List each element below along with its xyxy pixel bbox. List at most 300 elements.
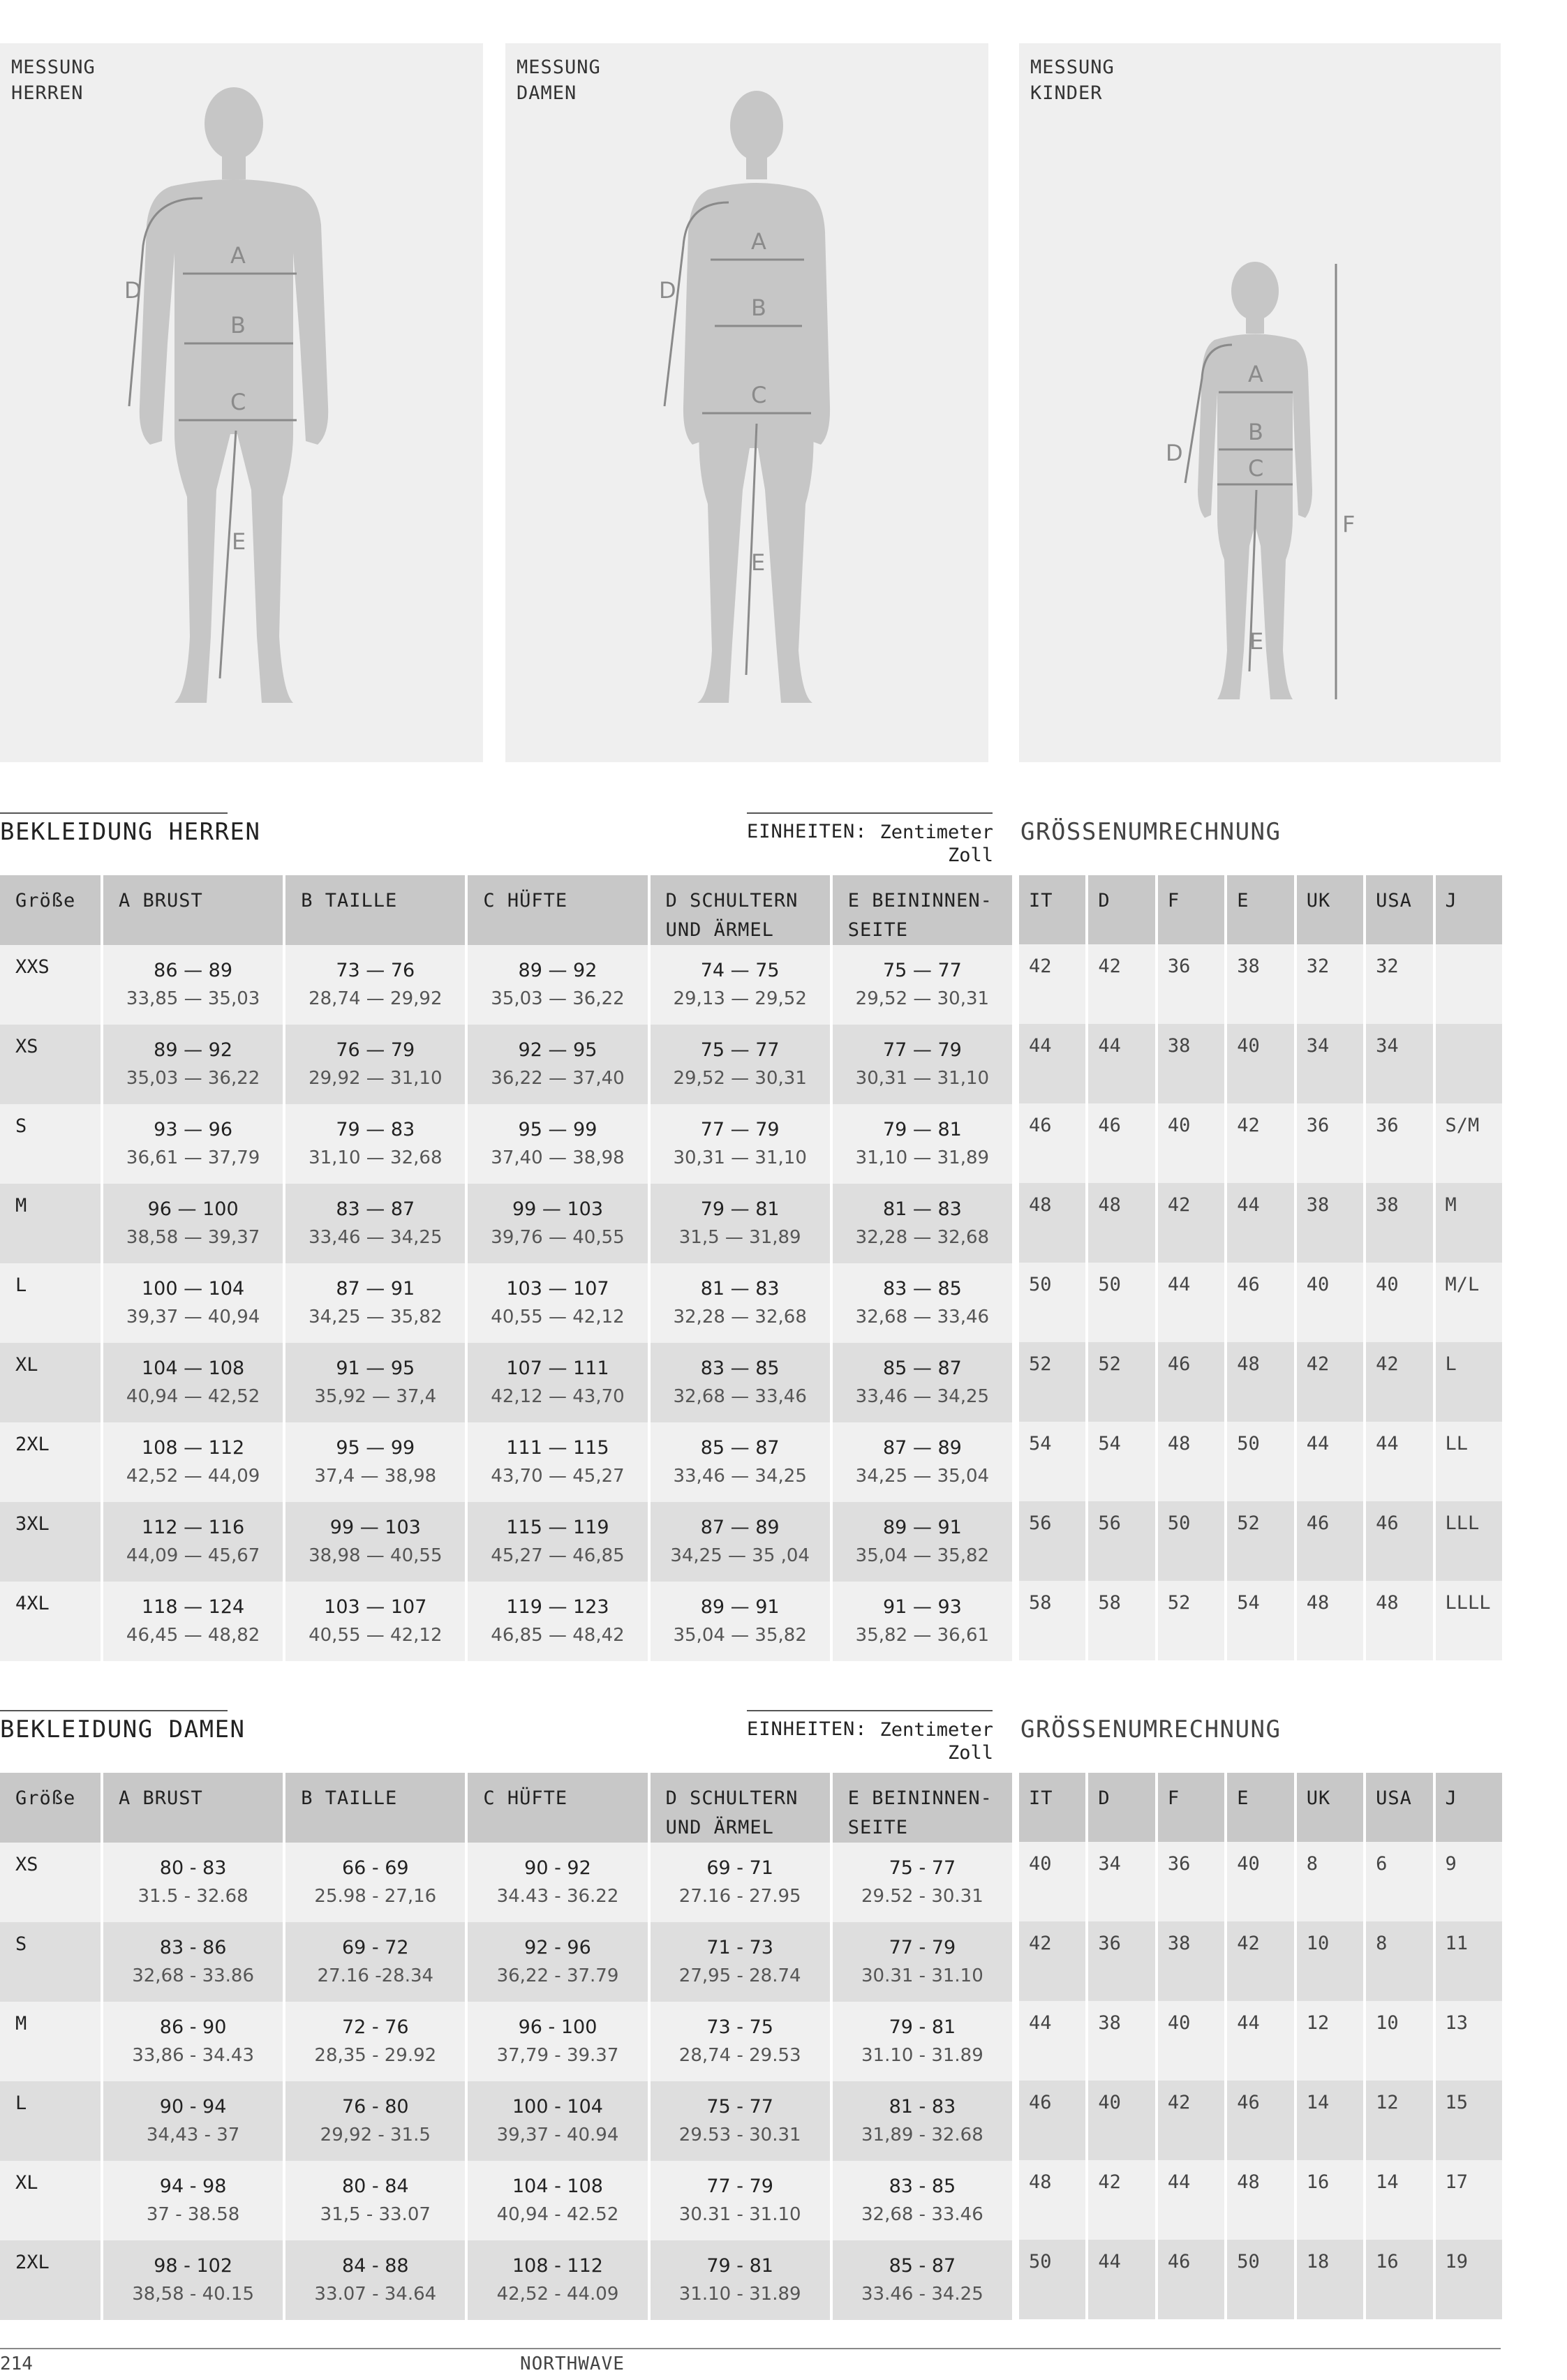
conversion-cell: 40 bbox=[1366, 1263, 1432, 1342]
conversion-cell: 36 bbox=[1297, 1103, 1363, 1183]
value-inch: 37,79 - 39.37 bbox=[496, 2045, 619, 2066]
value-cm: 85 - 87 bbox=[889, 2255, 956, 2277]
measurement-cell bbox=[833, 1025, 1012, 1104]
value-cm: 91 — 95 bbox=[336, 1358, 415, 1379]
size-cell: 4XL bbox=[0, 1582, 101, 1661]
conversion-cell: 48 bbox=[1088, 1183, 1154, 1263]
table-row bbox=[1019, 2160, 1502, 2240]
value-cm: 74 — 75 bbox=[700, 960, 780, 981]
column-header: A BRUST bbox=[103, 1773, 283, 1843]
women-units-secondary: Zoll bbox=[947, 1742, 993, 1764]
measurement-cell bbox=[468, 1104, 647, 1184]
conversion-cell: 9 bbox=[1436, 1842, 1502, 1921]
men-section-title: BEKLEIDUNG HERREN bbox=[0, 818, 261, 846]
men-units-rule bbox=[747, 812, 993, 814]
value-cm: 83 - 85 bbox=[889, 2176, 956, 2197]
value-inch: 32,28 — 32,68 bbox=[673, 1307, 807, 1327]
measurement-cell bbox=[468, 1263, 647, 1343]
page-number: 214 bbox=[0, 2353, 33, 2374]
conversion-cell: 54 bbox=[1088, 1422, 1154, 1501]
value-cm: 92 - 96 bbox=[524, 1937, 591, 1958]
column-header: C HÜFTE bbox=[468, 875, 647, 945]
value-cm: 95 — 99 bbox=[336, 1437, 415, 1459]
value-inch: 38,58 — 39,37 bbox=[126, 1227, 260, 1248]
value-cm: 75 — 77 bbox=[882, 960, 962, 981]
value-inch: 27.16 -28.34 bbox=[317, 1965, 434, 1986]
value-inch: 28,74 — 29,92 bbox=[309, 988, 443, 1009]
table-row bbox=[1019, 1263, 1502, 1342]
label-c: C bbox=[751, 382, 767, 408]
women-conversion-title: GRÖSSENUMRECHNUNG bbox=[1020, 1716, 1282, 1743]
measurement-cell bbox=[285, 1582, 465, 1661]
value-inch: 31.5 - 32.68 bbox=[138, 1886, 248, 1907]
conversion-cell: 44 bbox=[1297, 1422, 1363, 1501]
value-cm: 75 - 77 bbox=[889, 1857, 956, 1879]
measurement-cell bbox=[103, 1843, 283, 1922]
measurement-cell bbox=[468, 2081, 647, 2161]
table-row bbox=[1019, 1581, 1502, 1660]
table-row bbox=[0, 1263, 1012, 1343]
conversion-cell bbox=[1436, 1024, 1502, 1103]
table-row bbox=[0, 2161, 1012, 2240]
measurement-cell bbox=[103, 1422, 283, 1502]
men-section-rule bbox=[0, 812, 228, 814]
size-cell: L bbox=[0, 2081, 101, 2161]
value-cm: 111 — 115 bbox=[506, 1437, 609, 1459]
conversion-cell: 13 bbox=[1436, 2001, 1502, 2081]
value-inch: 35,03 — 36,22 bbox=[126, 1068, 260, 1089]
value-cm: 79 - 81 bbox=[889, 2016, 956, 2038]
measurement-cell bbox=[285, 1025, 465, 1104]
conversion-cell: 8 bbox=[1366, 1921, 1432, 2001]
conversion-cell: 46 bbox=[1019, 1103, 1085, 1183]
value-cm: 75 — 77 bbox=[700, 1039, 780, 1061]
value-inch: 31.10 - 31.89 bbox=[678, 2284, 801, 2305]
conversion-cell: 42 bbox=[1088, 2160, 1154, 2240]
women-units-label: EINHEITEN: bbox=[747, 1718, 868, 1740]
conversion-cell: 34 bbox=[1297, 1024, 1363, 1103]
value-cm: 87 — 91 bbox=[336, 1278, 415, 1300]
value-cm: 104 - 108 bbox=[512, 2176, 603, 2197]
measurement-cell bbox=[103, 1184, 283, 1263]
value-inch: 29,92 - 31.5 bbox=[320, 2125, 431, 2145]
conversion-cell: 44 bbox=[1088, 1024, 1154, 1103]
value-inch: 25.98 - 27,16 bbox=[314, 1886, 437, 1907]
measurement-cell bbox=[651, 1104, 830, 1184]
value-cm: 76 — 79 bbox=[336, 1039, 415, 1061]
column-header: F bbox=[1158, 1773, 1224, 1842]
figure-panel-men bbox=[0, 43, 483, 762]
value-cm: 73 — 76 bbox=[336, 960, 415, 981]
men-units-secondary: Zoll bbox=[947, 845, 993, 866]
conversion-cell: 36 bbox=[1158, 1842, 1224, 1921]
value-cm: 77 — 79 bbox=[882, 1039, 962, 1061]
women-units-primary: Zentimeter bbox=[879, 1719, 993, 1741]
measurement-cell bbox=[651, 1843, 830, 1922]
table-row bbox=[1019, 944, 1502, 1024]
value-inch: 34,43 - 37 bbox=[146, 2125, 240, 2145]
conversion-cell: 36 bbox=[1366, 1103, 1432, 1183]
value-cm: 93 — 96 bbox=[154, 1119, 233, 1140]
conversion-cell: 38 bbox=[1297, 1183, 1363, 1263]
conversion-cell: 6 bbox=[1366, 1842, 1432, 1921]
value-inch: 31,5 — 31,89 bbox=[678, 1227, 801, 1248]
label-c: C bbox=[1248, 455, 1264, 482]
table-row bbox=[0, 1922, 1012, 2002]
measurement-cell bbox=[103, 1025, 283, 1104]
figure-panel-women bbox=[505, 43, 988, 762]
table-row bbox=[0, 1343, 1012, 1422]
value-inch: 31,10 — 32,68 bbox=[309, 1147, 443, 1168]
value-inch: 34,25 — 35,82 bbox=[309, 1307, 443, 1327]
measurement-cell bbox=[833, 2081, 1012, 2161]
table-row bbox=[0, 2240, 1012, 2320]
conversion-cell: 42 bbox=[1088, 944, 1154, 1024]
measurement-cell bbox=[833, 2002, 1012, 2081]
conversion-cell: S/M bbox=[1436, 1103, 1502, 1183]
column-header: Größe bbox=[0, 875, 101, 945]
value-cm: 99 — 103 bbox=[512, 1198, 604, 1220]
value-inch: 35,92 — 37,4 bbox=[314, 1386, 437, 1407]
value-cm: 77 - 79 bbox=[706, 2176, 773, 2197]
label-d: D bbox=[1166, 440, 1183, 466]
column-header: J bbox=[1436, 875, 1502, 944]
value-cm: 118 — 124 bbox=[141, 1596, 245, 1618]
value-inch: 39,76 — 40,55 bbox=[491, 1227, 625, 1248]
measurement-cell bbox=[833, 1184, 1012, 1263]
conversion-cell: 19 bbox=[1436, 2240, 1502, 2319]
value-cm: 91 — 93 bbox=[882, 1596, 962, 1618]
column-header: D SCHULTERN UND ÄRMEL bbox=[651, 1773, 830, 1843]
men-units-primary: Zentimeter bbox=[879, 821, 993, 843]
conversion-cell: 56 bbox=[1019, 1501, 1085, 1581]
measurement-cell bbox=[285, 1843, 465, 1922]
measurement-cell bbox=[103, 2081, 283, 2161]
value-cm: 83 — 85 bbox=[700, 1358, 780, 1379]
conversion-cell: 42 bbox=[1227, 1921, 1293, 2001]
conversion-cell: 40 bbox=[1088, 2081, 1154, 2160]
measurement-cell bbox=[651, 1582, 830, 1661]
size-cell: XL bbox=[0, 2161, 101, 2240]
conversion-cell: 38 bbox=[1158, 1024, 1224, 1103]
table-row bbox=[1019, 2001, 1502, 2081]
value-inch: 32,28 — 32,68 bbox=[855, 1227, 990, 1248]
value-cm: 81 — 83 bbox=[700, 1278, 780, 1300]
value-cm: 83 - 86 bbox=[159, 1937, 227, 1958]
value-inch: 33.07 - 34.64 bbox=[314, 2284, 437, 2305]
table-row bbox=[1019, 2240, 1502, 2319]
measurement-cell bbox=[833, 1422, 1012, 1502]
table-header-row bbox=[0, 875, 1012, 945]
conversion-cell: LLL bbox=[1436, 1501, 1502, 1581]
value-inch: 35,82 — 36,61 bbox=[855, 1625, 990, 1646]
conversion-cell: 58 bbox=[1088, 1581, 1154, 1660]
value-inch: 28,35 - 29.92 bbox=[314, 2045, 437, 2066]
label-c: C bbox=[230, 389, 246, 415]
men-measurement-table bbox=[0, 875, 1015, 1661]
value-inch: 37,40 — 38,98 bbox=[491, 1147, 625, 1168]
conversion-cell: 15 bbox=[1436, 2081, 1502, 2160]
label-b: B bbox=[1248, 419, 1263, 445]
value-cm: 80 - 84 bbox=[341, 2176, 409, 2197]
value-cm: 79 — 83 bbox=[336, 1119, 415, 1140]
table-row bbox=[0, 1104, 1012, 1184]
measurement-cell bbox=[285, 2081, 465, 2161]
value-inch: 33,86 - 34.43 bbox=[132, 2045, 254, 2066]
conversion-cell: 40 bbox=[1297, 1263, 1363, 1342]
measurement-cell bbox=[468, 1502, 647, 1582]
value-inch: 33,46 — 34,25 bbox=[309, 1227, 443, 1248]
value-inch: 27.16 - 27.95 bbox=[678, 1886, 801, 1907]
measurement-cell bbox=[285, 2240, 465, 2320]
conversion-cell: 50 bbox=[1227, 2240, 1293, 2319]
value-cm: 92 — 95 bbox=[518, 1039, 597, 1061]
value-inch: 31,89 - 32.68 bbox=[861, 2125, 983, 2145]
conversion-cell: 50 bbox=[1088, 1263, 1154, 1342]
conversion-cell: 10 bbox=[1297, 1921, 1363, 2001]
conversion-cell: 46 bbox=[1366, 1501, 1432, 1581]
value-cm: 112 — 116 bbox=[141, 1517, 245, 1538]
value-inch: 38,58 - 40.15 bbox=[132, 2284, 254, 2305]
conversion-cell: 14 bbox=[1297, 2081, 1363, 2160]
value-cm: 108 — 112 bbox=[141, 1437, 245, 1459]
conversion-cell: 48 bbox=[1158, 1422, 1224, 1501]
value-cm: 80 - 83 bbox=[159, 1857, 227, 1879]
value-cm: 79 — 81 bbox=[700, 1198, 780, 1220]
conversion-cell: 42 bbox=[1019, 944, 1085, 1024]
conversion-cell: 12 bbox=[1297, 2001, 1363, 2081]
measurement-cell bbox=[468, 1025, 647, 1104]
value-cm: 69 - 71 bbox=[706, 1857, 773, 1879]
conversion-cell: 40 bbox=[1158, 1103, 1224, 1183]
value-inch: 30,31 — 31,10 bbox=[855, 1068, 990, 1089]
measurement-cell bbox=[468, 2161, 647, 2240]
conversion-cell: 36 bbox=[1088, 1921, 1154, 2001]
column-header: UK bbox=[1297, 875, 1363, 944]
figure-label-kids: MESSUNG KINDER bbox=[1030, 57, 1115, 104]
value-inch: 37,4 — 38,98 bbox=[314, 1466, 437, 1487]
value-cm: 108 - 112 bbox=[512, 2255, 603, 2277]
column-header: B TAILLE bbox=[285, 1773, 465, 1843]
measurement-cell bbox=[651, 1343, 830, 1422]
table-row bbox=[1019, 1422, 1502, 1501]
column-header: E BEININNEN-SEITE bbox=[833, 1773, 1012, 1843]
value-cm: 89 — 91 bbox=[700, 1596, 780, 1618]
value-inch: 31.10 - 31.89 bbox=[861, 2045, 983, 2066]
conversion-cell: 50 bbox=[1158, 1501, 1224, 1581]
table-row bbox=[0, 1502, 1012, 1582]
value-inch: 44,09 — 45,67 bbox=[126, 1545, 260, 1566]
column-header: F bbox=[1158, 875, 1224, 944]
conversion-cell: 34 bbox=[1088, 1842, 1154, 1921]
conversion-cell: 42 bbox=[1158, 1183, 1224, 1263]
value-inch: 33,46 — 34,25 bbox=[673, 1466, 807, 1487]
conversion-cell: 38 bbox=[1158, 1921, 1224, 2001]
value-inch: 42,52 - 44.09 bbox=[496, 2284, 619, 2305]
value-inch: 31,10 — 31,89 bbox=[855, 1147, 990, 1168]
value-inch: 32,68 - 33.46 bbox=[861, 2204, 983, 2225]
conversion-cell: 38 bbox=[1366, 1183, 1432, 1263]
measurement-cell bbox=[651, 2161, 830, 2240]
value-inch: 39,37 — 40,94 bbox=[126, 1307, 260, 1327]
table-row bbox=[1019, 1183, 1502, 1263]
measurement-cell bbox=[285, 945, 465, 1025]
table-header-row bbox=[1019, 1773, 1502, 1842]
measurement-cell bbox=[833, 1343, 1012, 1422]
conversion-cell: 42 bbox=[1227, 1103, 1293, 1183]
size-cell: 3XL bbox=[0, 1502, 101, 1582]
measurement-cell bbox=[651, 1025, 830, 1104]
conversion-cell: 44 bbox=[1088, 2240, 1154, 2319]
value-cm: 100 - 104 bbox=[512, 2096, 603, 2118]
measurement-cell bbox=[651, 2002, 830, 2081]
value-cm: 89 — 91 bbox=[882, 1517, 962, 1538]
label-a: A bbox=[751, 228, 766, 255]
value-inch: 30,31 — 31,10 bbox=[673, 1147, 807, 1168]
value-cm: 66 - 69 bbox=[341, 1857, 409, 1879]
women-units-values bbox=[879, 1718, 993, 1764]
value-inch: 29.52 - 30.31 bbox=[861, 1886, 983, 1907]
value-cm: 96 - 100 bbox=[518, 2016, 597, 2038]
value-cm: 100 — 104 bbox=[141, 1278, 245, 1300]
value-cm: 77 - 79 bbox=[889, 1937, 956, 1958]
label-a: A bbox=[1248, 361, 1263, 387]
measurement-cell bbox=[103, 2161, 283, 2240]
measurement-cell bbox=[285, 1422, 465, 1502]
value-inch: 36,22 — 37,40 bbox=[491, 1068, 625, 1089]
value-cm: 72 - 76 bbox=[341, 2016, 409, 2038]
value-cm: 98 - 102 bbox=[154, 2255, 233, 2277]
measurement-cell bbox=[285, 1263, 465, 1343]
size-cell: XS bbox=[0, 1025, 101, 1104]
measurement-cell bbox=[285, 1502, 465, 1582]
measurement-cell bbox=[468, 2240, 647, 2320]
figure-panel-kids bbox=[1019, 43, 1501, 762]
conversion-cell: 50 bbox=[1227, 1422, 1293, 1501]
value-inch: 29.53 - 30.31 bbox=[678, 2125, 801, 2145]
measurement-cell bbox=[651, 2081, 830, 2161]
measurement-cell bbox=[468, 1422, 647, 1502]
conversion-cell: 46 bbox=[1158, 1342, 1224, 1422]
conversion-cell: 16 bbox=[1366, 2240, 1432, 2319]
column-header: USA bbox=[1366, 1773, 1432, 1842]
value-inch: 33.46 - 34.25 bbox=[861, 2284, 983, 2305]
value-cm: 89 — 92 bbox=[154, 1039, 233, 1061]
conversion-cell: M bbox=[1436, 1183, 1502, 1263]
measurement-cell bbox=[103, 1582, 283, 1661]
conversion-cell: 40 bbox=[1227, 1842, 1293, 1921]
conversion-cell: 48 bbox=[1297, 1581, 1363, 1660]
value-cm: 76 - 80 bbox=[341, 2096, 409, 2118]
column-header: C HÜFTE bbox=[468, 1773, 647, 1843]
column-header: D bbox=[1088, 875, 1154, 944]
conversion-cell: 58 bbox=[1019, 1581, 1085, 1660]
conversion-cell: LL bbox=[1436, 1422, 1502, 1501]
measurement-cell bbox=[103, 1502, 283, 1582]
value-cm: 94 - 98 bbox=[159, 2176, 227, 2197]
measurement-cell bbox=[833, 1263, 1012, 1343]
conversion-cell: 50 bbox=[1019, 1263, 1085, 1342]
women-measurement-table bbox=[0, 1773, 1015, 2320]
value-cm: 87 — 89 bbox=[700, 1517, 780, 1538]
value-cm: 90 - 94 bbox=[159, 2096, 227, 2118]
size-cell: XL bbox=[0, 1343, 101, 1422]
table-row bbox=[1019, 1921, 1502, 2001]
label-d: D bbox=[124, 277, 142, 304]
conversion-cell: 36 bbox=[1158, 944, 1224, 1024]
conversion-cell: 48 bbox=[1366, 1581, 1432, 1660]
women-body-figure bbox=[505, 43, 988, 762]
value-inch: 46,85 — 48,42 bbox=[491, 1625, 625, 1646]
measurement-cell bbox=[103, 1104, 283, 1184]
value-inch: 40,55 — 42,12 bbox=[491, 1307, 625, 1327]
measurement-cell bbox=[468, 1843, 647, 1922]
table-row bbox=[1019, 2081, 1502, 2160]
measurement-cell bbox=[103, 945, 283, 1025]
column-header: USA bbox=[1366, 875, 1432, 944]
table-row bbox=[0, 1422, 1012, 1502]
conversion-cell: L bbox=[1436, 1342, 1502, 1422]
measurement-cell bbox=[833, 945, 1012, 1025]
measurement-cell bbox=[103, 1922, 283, 2002]
column-header: J bbox=[1436, 1773, 1502, 1842]
conversion-cell: 44 bbox=[1366, 1422, 1432, 1501]
value-cm: 79 — 81 bbox=[882, 1119, 962, 1140]
value-inch: 34,25 — 35 ,04 bbox=[670, 1545, 810, 1566]
conversion-cell: 8 bbox=[1297, 1842, 1363, 1921]
table-row bbox=[0, 1582, 1012, 1661]
measurement-cell bbox=[651, 1922, 830, 2002]
value-cm: 115 — 119 bbox=[506, 1517, 609, 1538]
measurement-cell bbox=[833, 1843, 1012, 1922]
measurement-cell bbox=[103, 1343, 283, 1422]
size-cell: M bbox=[0, 2002, 101, 2081]
measurement-cell bbox=[285, 1104, 465, 1184]
size-cell: XS bbox=[0, 1843, 101, 1922]
value-inch: 40,55 — 42,12 bbox=[309, 1625, 443, 1646]
measurement-cell bbox=[285, 1922, 465, 2002]
value-inch: 40,94 - 42.52 bbox=[496, 2204, 619, 2225]
conversion-cell: 54 bbox=[1227, 1581, 1293, 1660]
women-conversion-table bbox=[1016, 1773, 1505, 2319]
value-inch: 29,52 — 30,31 bbox=[855, 988, 990, 1009]
size-cell: S bbox=[0, 1104, 101, 1184]
table-row bbox=[0, 1184, 1012, 1263]
conversion-cell: 42 bbox=[1019, 1921, 1085, 2001]
men-units-label: EINHEITEN: bbox=[747, 821, 868, 842]
column-header: IT bbox=[1019, 1773, 1085, 1842]
conversion-cell: 46 bbox=[1297, 1501, 1363, 1581]
value-cm: 81 - 83 bbox=[889, 2096, 956, 2118]
value-inch: 36,22 - 37.79 bbox=[496, 1965, 619, 1986]
column-header: IT bbox=[1019, 875, 1085, 944]
value-cm: 71 - 73 bbox=[706, 1937, 773, 1958]
table-header-row bbox=[0, 1773, 1012, 1843]
value-cm: 79 - 81 bbox=[706, 2255, 773, 2277]
value-inch: 32,68 — 33,46 bbox=[855, 1307, 990, 1327]
value-inch: 45,27 — 46,85 bbox=[491, 1545, 625, 1566]
measurement-cell bbox=[468, 1184, 647, 1263]
size-cell: L bbox=[0, 1263, 101, 1343]
value-inch: 27,95 - 28.74 bbox=[678, 1965, 801, 1986]
value-cm: 86 — 89 bbox=[154, 960, 233, 981]
conversion-cell: 46 bbox=[1088, 1103, 1154, 1183]
value-inch: 33,85 — 35,03 bbox=[126, 988, 260, 1009]
table-row bbox=[1019, 1024, 1502, 1103]
value-cm: 99 — 103 bbox=[329, 1517, 421, 1538]
measurement-cell bbox=[103, 1263, 283, 1343]
conversion-cell: 48 bbox=[1019, 1183, 1085, 1263]
